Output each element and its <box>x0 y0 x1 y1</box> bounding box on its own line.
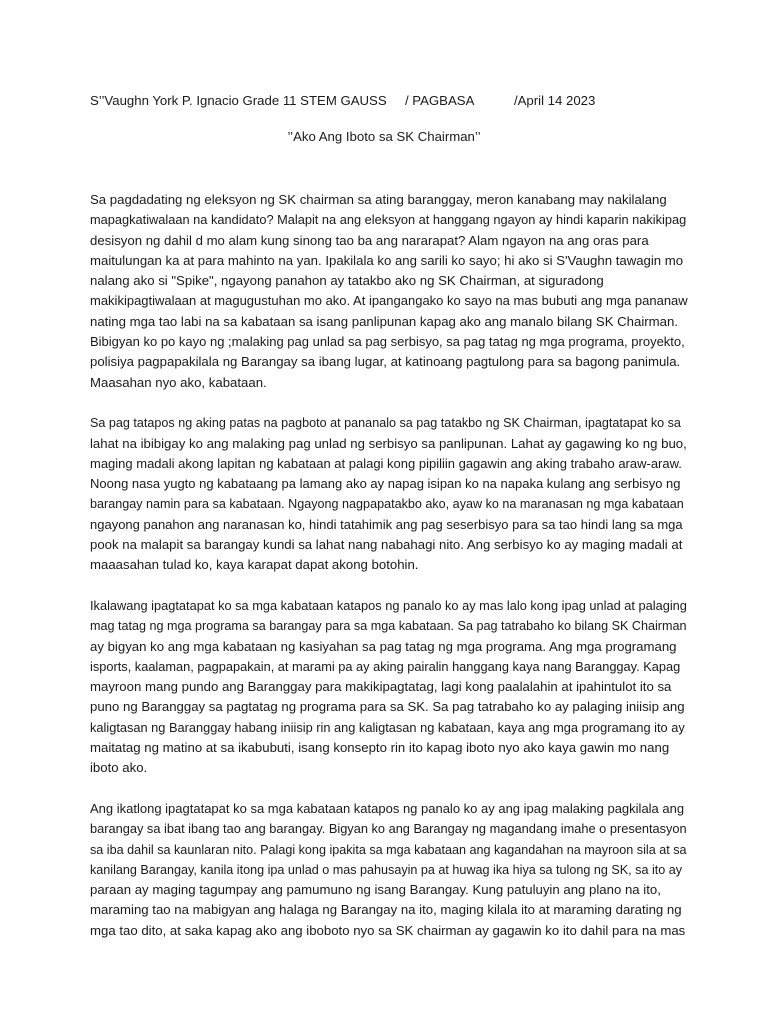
text-line: maitatag ng matino at sa ikabubuti, isang konsepto rin ito kapag iboto nyo ako kaya gawin mo nang <box>90 740 670 756</box>
paragraph-1 <box>90 190 688 393</box>
text-line: kanilang Barangay, kanila itong ipa unlad o mas pahusayin pa at huwag ika hiya sa tulong ng SK, sa ito ay <box>90 862 683 877</box>
text-line: lahat na ibibigay ko ang malaking pag unlad ng serbisyo sa panlipunan. Lahat ay gagawing ko ng buo, <box>90 435 687 451</box>
text-line: Maasahan nyo ako, kabataan. <box>90 374 267 390</box>
text-line: maaasahan tulad ko, kaya karapat dapat akong botohin. <box>90 557 419 573</box>
text-line: Ikalawang ipagtatapat ko sa mga kabataan katapos ng panalo ko ay mas lalo kong ipag unlad at palaging <box>90 597 687 613</box>
text-line: nalang ako si "Spike", ngayong panahon ay tatakbo ako ng SK Chairman, at siguradong <box>90 273 604 289</box>
text-line: barangay sa ibat ibang tao ang barangay. Bigyan ko ang Barangay ng magandang imahe o presentasyon <box>90 821 687 837</box>
text-line: mga tao dito, at saka kapag ako ang iboboto nyo sa SK chairman ay gagawin ko ito dahil para na mas <box>90 922 686 938</box>
text-line: nating mga tao labi na sa kabataan sa isang panlipunan kapag ako ang manalo bilang SK Chairman. <box>90 313 678 329</box>
text-line: maraming tao na mabigyan ang halaga ng Barangay na ito, maging kilala ito at maraming darating ng <box>90 902 682 918</box>
text-line: isports, kaalaman, pagpapakain, at marami pa ay aking pairalin hanggang kaya nang Baranggay. Kapag <box>90 658 681 674</box>
text-line: Sa pagdadating ng eleksyon ng SK chairman sa ating baranggay, meron kanabang may nakilalang <box>90 192 667 207</box>
text-line: Noong nasa yugto ng kabataang pa lamang ako ay napag isipan ko na napaka kulang ang serbisyo ng <box>90 476 681 492</box>
text-line: polisiya pagpapakilala ng Barangay sa ibang lugar, at katinoang pagtulong para sa bagong panimula. <box>90 354 681 370</box>
text-line: maging madali akong lapitan ng kabataan at palagi kong pipiliin gagawin ang aking trabaho araw-araw. <box>90 455 682 471</box>
text-line: iboto ako. <box>90 760 148 776</box>
text-line: makikipagtiwalaan at magugustuhan mo ako. At ipangangako ko sayo na mas bubuti ang mga pananaw <box>90 293 688 309</box>
text-line: Sa pag tatapos ng aking patas na pagboto at pananalo sa pag tatakbo ng SK Chairman, ipagtatapat ko sa <box>90 416 681 431</box>
text-line: maitulungan ka at para mahinto na yan. Ipakilala ko ang sarili ko sayo; hi ako si S'Vaughn tawagin mo <box>90 252 684 268</box>
text-line: paraan ay maging tagumpay ang pamumuno ng isang Barangay. Kung patuluyin ang plano na ito, <box>90 882 661 898</box>
text-line: sa iba dahil sa kaunlaran nito. Palagi kong ipakita sa mga kabataan ang kagandahan na mayroon sila at sa <box>90 842 687 857</box>
text-line: desisyon ng dahil d mo alam kung sinong tao ba ang nararapat? Alam ngayon na ang oras para <box>90 232 649 248</box>
author-info: S’’Vaughn York P. Ignacio Grade 11 STEM GAUSS <box>90 93 387 108</box>
text-line: kaligtasan ng Baranggay habang iniisip rin ang kaligtasan ng kabataan, kaya ang mga programang ito ay <box>90 719 685 735</box>
text-line: Bibigyan ko po kayo ng ;malaking pag unlad sa pag serbisyo, sa pag tatag ng mga programa, proyekto, <box>90 334 685 350</box>
text-line: pook na malapit sa barangay kundi sa lahat nang nabahagi nito. Ang serbisyo ko ay maging madali at <box>90 537 683 553</box>
date-label: /April 14 2023 <box>513 93 596 108</box>
text-line: mag tatag ng mga programa sa barangay para sa mga kabataan. Sa pag tatrabaho ko bilang SK Chairman <box>90 619 687 634</box>
paragraph-4 <box>90 799 688 941</box>
text-line: mapagkatiwalaan na kandidato? Malapit na ang eleksyon at hanggang ngayon ay hindi kaparin nakikipag <box>90 212 687 228</box>
document-body <box>90 190 688 961</box>
document-title: ’’Ako Ang Iboto sa SK Chairman’’ <box>287 129 481 144</box>
text-line: mayroon mang pundo ang Baranggay para makikipagtatag, lagi kong paalalahin at ipahintulot ito sa <box>90 679 672 695</box>
text-line: barangay namin para sa kabataan. Ngayong nagpapatakbo ako, ayaw ko na maranasan ng mga kabataan <box>90 497 684 512</box>
document-header <box>90 92 595 110</box>
text-line: puno ng Baranggay sa pagtatag ng programa para sa SK. Sa pag tatrabaho ko ay palaging iniisip ang <box>90 699 685 715</box>
text-line: ay bigyan ko ang mga kabataan ng kasiyahan sa pag tatag ng mga programa. Ang mga programang <box>90 638 677 654</box>
subject-label: / PAGBASA <box>404 93 474 108</box>
text-line: Ang ikatlong ipagtatapat ko sa mga kabataan katapos ng panalo ko ay ang ipag malaking pagkilala ang <box>90 800 685 816</box>
text-line: ngayong panahon ang naranasan ko, hindi tatahimik ang pag seserbisyo para sa tao hindi lang sa mga <box>90 516 683 532</box>
paragraph-3 <box>90 596 688 779</box>
paragraph-2 <box>90 413 688 575</box>
